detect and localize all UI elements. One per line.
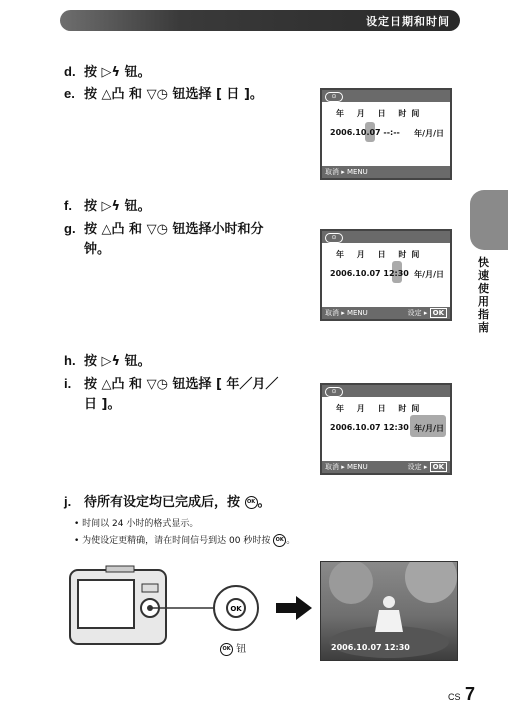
lcd-screen-time: ⊙ 年 月 日 时间 2006.10.07 12:30 年/月/日 取消 ▸ MENU 设定 ▸ OK (320, 229, 452, 321)
page-number: 7 (464, 684, 475, 704)
step-e: e. 按 △凸 和 ▽◷ 钮选择 [ 日 ]。 (64, 86, 263, 102)
note-24h: • 时间以 24 小时的格式显示。 (74, 519, 199, 529)
step-h: h. 按 ▷ϟ 钮。 (64, 353, 151, 369)
language-code: CS (448, 692, 461, 702)
clock-icon: ⊙ (325, 92, 343, 102)
step-j: j. 待所有设定均已完成后，按 OK 。 (64, 494, 271, 510)
section-header-bar (60, 10, 460, 31)
step-g: g. 按 △凸 和 ▽◷ 钮选择小时和分 钟。 (64, 221, 264, 257)
date-value: 2006.10.07 12:30 (330, 269, 409, 278)
side-tab (470, 190, 508, 250)
date-format: 年/月/日 (414, 424, 444, 433)
date-format: 年/月/日 (414, 129, 444, 138)
set-hint: 设定 ▸ OK (408, 462, 447, 472)
lcd-screen-format: ⊙ 年 月 日 时间 2006.10.07 12:30 年/月/日 取消 ▸ MENU 设定 ▸ OK (320, 383, 452, 475)
cancel-hint: 取消 ▸ MENU (325, 463, 368, 471)
date-format: 年/月/日 (414, 270, 444, 279)
ok-button-icon: OK (273, 534, 286, 547)
lcd-screen-day: ⊙ 年 月 日 时间 2006.10.07 --:-- 年/月/日 取消 ▸ MENU (320, 88, 452, 180)
sample-photo (320, 561, 458, 661)
cancel-hint: 取消 ▸ MENU (325, 168, 368, 176)
svg-text:OK: OK (230, 605, 242, 613)
ok-button-icon: OK (245, 496, 258, 509)
side-tab-label: 快速使用指南 (478, 256, 489, 334)
right-arrow-icon (276, 596, 312, 620)
step-d: d. 按 ▷ϟ 钮。 (64, 64, 151, 80)
step-f: f. 按 ▷ϟ 钮。 (64, 198, 151, 214)
photo-timestamp: 2006.10.07 12:30 (331, 643, 410, 652)
camera-caption: OK 钮 (220, 640, 246, 656)
step-i: i. 按 △凸 和 ▽◷ 钮选择 [ 年／月／ 日 ]。 (64, 376, 279, 412)
clock-icon: ⊙ (325, 387, 343, 397)
set-hint: 设定 ▸ OK (408, 308, 447, 318)
date-value: 2006.10.07 --:-- (330, 128, 400, 137)
ok-button-icon: OK (220, 643, 233, 656)
cancel-hint: 取消 ▸ MENU (325, 309, 368, 317)
note-precision: • 为使设定更精确，请在时间信号到达 00 秒时按 OK 。 (74, 536, 296, 546)
page-footer (448, 684, 475, 705)
clock-icon: ⊙ (325, 233, 343, 243)
date-value: 2006.10.07 12:30 (330, 423, 409, 432)
section-title: 设定日期和时间 (366, 15, 450, 28)
